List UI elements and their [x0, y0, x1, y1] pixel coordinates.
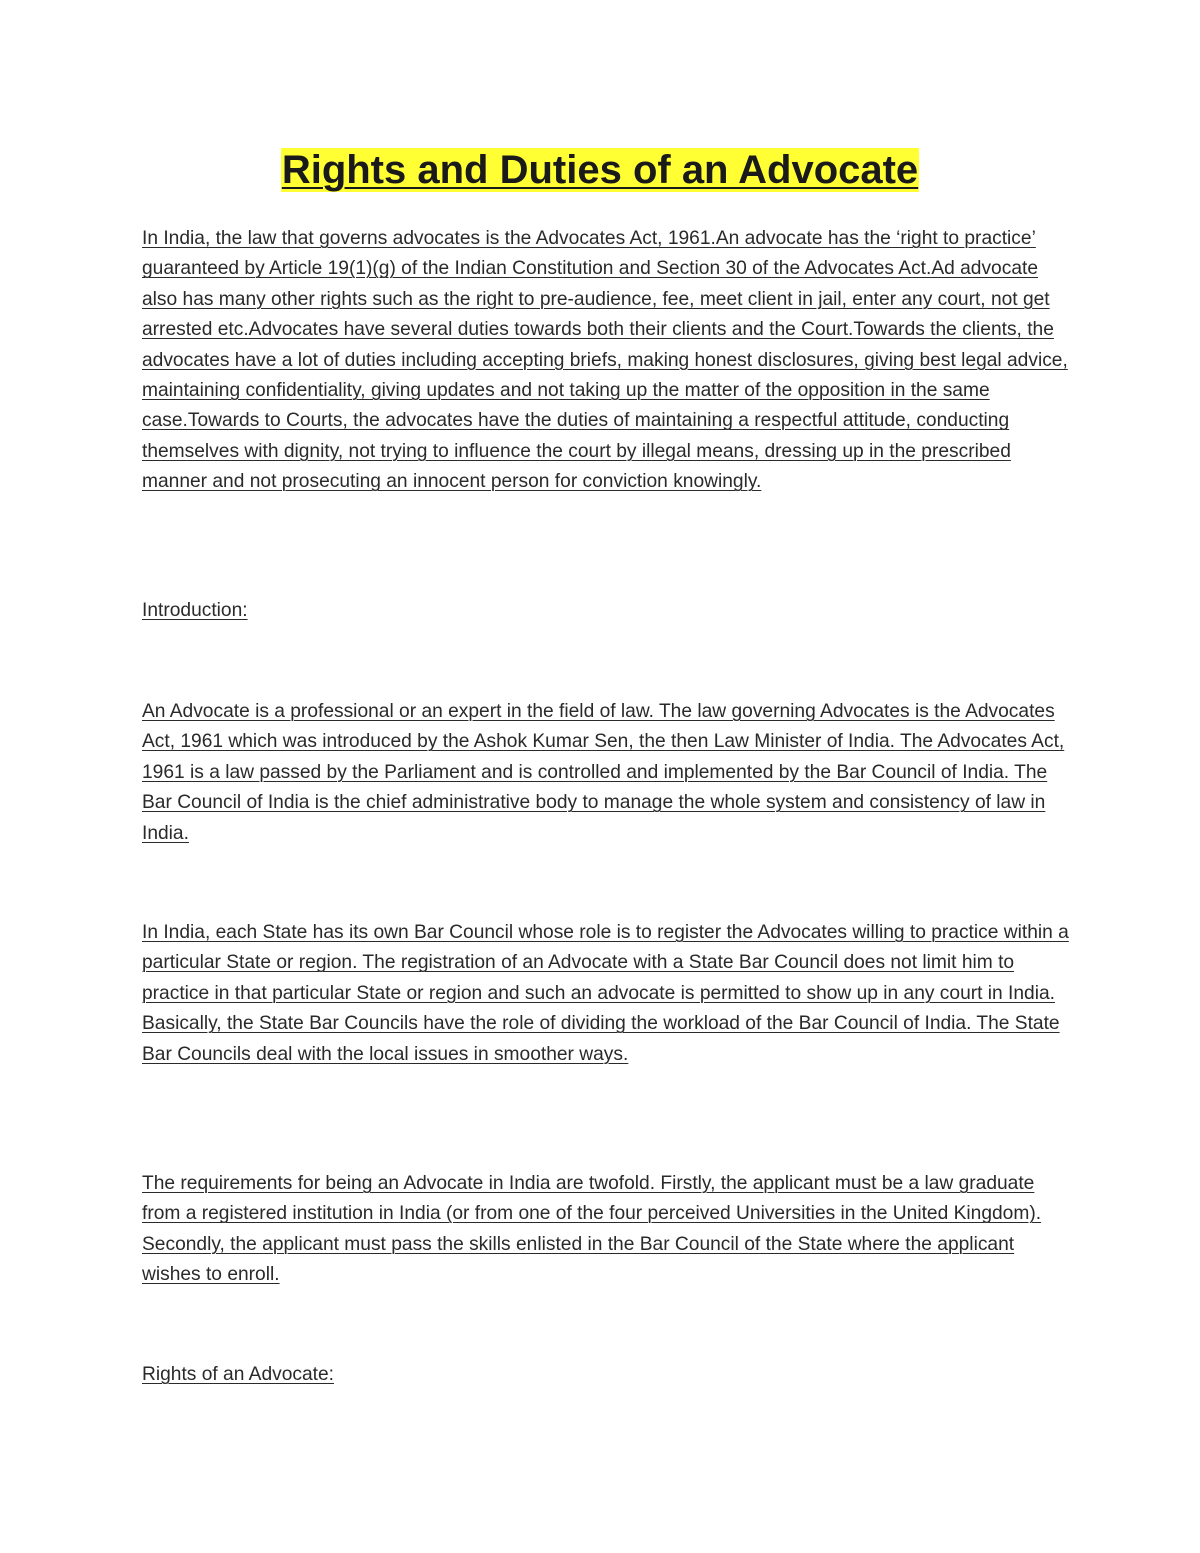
- summary-paragraph: In India, the law that governs advocates is the Advocates Act, 1961.An advocate has the ‘right to practice’ guaranteed by Article 19(1)(g) of the Indian Constitution and Section 30 of the Advocates Act.Ad advocate also has many other rights such as the right to pre-audience, fee, meet client in jail, enter any court, not get arrested etc.Advocates have several duties towards both their clients and the Court.Towards the clients, the advocates have a lot of duties including accepting briefs, making honest disclosures, giving best legal advice, maintaining confidentiality, giving updates and not taking up the matter of the opposition in the same case.Towards to Courts, the advocates have the duties of maintaining a respectful attitude, conducting themselves with dignity, not trying to influence the court by illegal means, dressing up in the prescribed manner and not prosecuting an innocent person for conviction knowingly.: [142, 228, 1068, 493]
- introduction-heading: Introduction:: [142, 600, 248, 621]
- rights-heading: Rights of an Advocate:: [142, 1364, 334, 1385]
- page-title: [0, 142, 1200, 198]
- introduction-paragraph-1: An Advocate is a professional or an expert in the field of law. The law governing Advocates is the Advocates Act, 1961 which was introduced by the Ashok Kumar Sen, the then Law Minister of India. The Advocates Act, 1961 is a law passed by the Parliament and is controlled and implemented by the Bar Council of India. The Bar Council of India is the chief administrative body to manage the whole system and consistency of law in India.: [142, 701, 1065, 844]
- page-title-text: Rights and Duties of an Advocate: [281, 148, 919, 192]
- introduction-paragraph-3: The requirements for being an Advocate in India are twofold. Firstly, the applicant must be a law graduate from a registered institution in India (or from one of the four perceived Universities in the United Kingdom). Secondly, the applicant must pass the skills enlisted in the Bar Council of the State where the applicant wishes to enroll.: [142, 1173, 1042, 1286]
- introduction-paragraph-2: In India, each State has its own Bar Council whose role is to register the Advocates willing to practice within a particular State or region. The registration of an Advocate with a State Bar Council does not limit him to practice in that particular State or region and such an advocate is permitted to show up in any court in India. Basically, the State Bar Councils have the role of dividing the workload of the Bar Council of India. The State Bar Councils deal with the local issues in smoother ways.: [142, 922, 1069, 1065]
